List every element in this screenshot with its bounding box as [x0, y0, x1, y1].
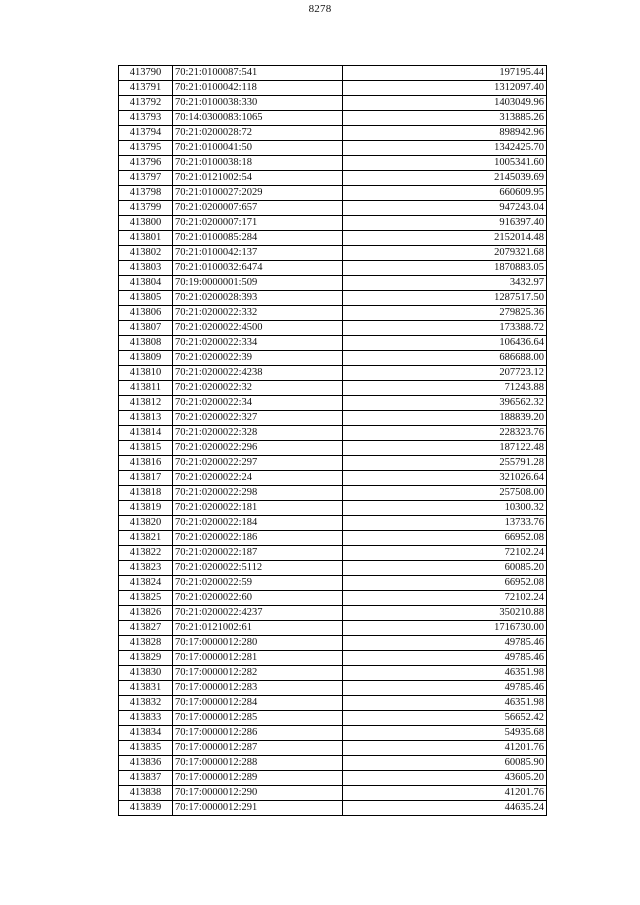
table-row — [119, 531, 547, 546]
cadastral-number-cell: 70:17:0000012:288 — [173, 756, 343, 771]
cadastral-value-cell: 60085.90 — [343, 756, 547, 771]
cadastral-value-cell: 1870883.05 — [343, 261, 547, 276]
table-row — [119, 306, 547, 321]
row-number-cell: 413811 — [119, 381, 173, 396]
cadastral-number-cell: 70:21:0100087:541 — [173, 66, 343, 81]
cadastral-value-cell: 10300.32 — [343, 501, 547, 516]
row-number-cell: 413808 — [119, 336, 173, 351]
cadastral-value-cell: 321026.64 — [343, 471, 547, 486]
table-row — [119, 201, 547, 216]
row-number-cell: 413794 — [119, 126, 173, 141]
table-row — [119, 111, 547, 126]
table-row — [119, 546, 547, 561]
cadastral-value-cell: 13733.76 — [343, 516, 547, 531]
row-number-cell: 413831 — [119, 681, 173, 696]
row-number-cell: 413815 — [119, 441, 173, 456]
cadastral-number-cell: 70:14:0300083:1065 — [173, 111, 343, 126]
table-row — [119, 591, 547, 606]
row-number-cell: 413799 — [119, 201, 173, 216]
table-row — [119, 621, 547, 636]
cadastral-value-cell: 207723.12 — [343, 366, 547, 381]
row-number-cell: 413816 — [119, 456, 173, 471]
cadastral-number-cell: 70:17:0000012:286 — [173, 726, 343, 741]
table-row — [119, 291, 547, 306]
cadastral-number-cell: 70:21:0200022:298 — [173, 486, 343, 501]
cadastral-value-cell: 49785.46 — [343, 681, 547, 696]
table-row — [119, 231, 547, 246]
row-number-cell: 413810 — [119, 366, 173, 381]
row-number-cell: 413806 — [119, 306, 173, 321]
cadastral-value-cell: 3432.97 — [343, 276, 547, 291]
row-number-cell: 413838 — [119, 786, 173, 801]
cadastral-number-cell: 70:21:0200022:4500 — [173, 321, 343, 336]
row-number-cell: 413807 — [119, 321, 173, 336]
cadastral-value-cell: 898942.96 — [343, 126, 547, 141]
cadastral-value-cell: 46351.98 — [343, 666, 547, 681]
cadastral-value-cell: 54935.68 — [343, 726, 547, 741]
row-number-cell: 413804 — [119, 276, 173, 291]
row-number-cell: 413801 — [119, 231, 173, 246]
cadastral-value-cell: 44635.24 — [343, 801, 547, 816]
row-number-cell: 413829 — [119, 651, 173, 666]
cadastral-number-cell: 70:21:0200007:657 — [173, 201, 343, 216]
table-row — [119, 561, 547, 576]
table-row — [119, 426, 547, 441]
table-row — [119, 321, 547, 336]
cadastral-number-cell: 70:21:0100042:118 — [173, 81, 343, 96]
cadastral-number-cell: 70:21:0121002:54 — [173, 171, 343, 186]
cadastral-number-cell: 70:21:0200022:60 — [173, 591, 343, 606]
table-row — [119, 186, 547, 201]
cadastral-value-cell: 43605.20 — [343, 771, 547, 786]
cadastral-value-cell: 279825.36 — [343, 306, 547, 321]
cadastral-number-cell: 70:17:0000012:289 — [173, 771, 343, 786]
table-row — [119, 651, 547, 666]
cadastral-number-cell: 70:21:0200028:72 — [173, 126, 343, 141]
cadastral-value-cell: 660609.95 — [343, 186, 547, 201]
cadastral-number-cell: 70:21:0200022:184 — [173, 516, 343, 531]
cadastral-value-cell: 1342425.70 — [343, 141, 547, 156]
table-row — [119, 726, 547, 741]
cadastral-number-cell: 70:17:0000012:290 — [173, 786, 343, 801]
cadastral-number-cell: 70:17:0000012:291 — [173, 801, 343, 816]
cadastral-value-cell: 188839.20 — [343, 411, 547, 426]
row-number-cell: 413803 — [119, 261, 173, 276]
cadastral-value-cell: 71243.88 — [343, 381, 547, 396]
row-number-cell: 413790 — [119, 66, 173, 81]
cadastral-number-cell: 70:21:0200022:187 — [173, 546, 343, 561]
cadastral-number-cell: 70:17:0000012:280 — [173, 636, 343, 651]
cadastral-value-cell: 56652.42 — [343, 711, 547, 726]
cadastral-number-cell: 70:21:0200022:332 — [173, 306, 343, 321]
cadastral-value-cell: 72102.24 — [343, 546, 547, 561]
cadastral-number-cell: 70:17:0000012:283 — [173, 681, 343, 696]
cadastral-number-cell: 70:21:0121002:61 — [173, 621, 343, 636]
table-row — [119, 96, 547, 111]
cadastral-number-cell: 70:17:0000012:284 — [173, 696, 343, 711]
cadastral-number-cell: 70:21:0200022:24 — [173, 471, 343, 486]
table-row — [119, 336, 547, 351]
row-number-cell: 413819 — [119, 501, 173, 516]
cadastral-value-cell: 72102.24 — [343, 591, 547, 606]
table-row — [119, 786, 547, 801]
table-row — [119, 756, 547, 771]
cadastral-value-cell: 686688.00 — [343, 351, 547, 366]
cadastral-number-cell: 70:21:0200022:297 — [173, 456, 343, 471]
row-number-cell: 413832 — [119, 696, 173, 711]
row-number-cell: 413827 — [119, 621, 173, 636]
cadastral-value-cell: 947243.04 — [343, 201, 547, 216]
cadastral-value-cell: 41201.76 — [343, 741, 547, 756]
table-row — [119, 636, 547, 651]
table-row — [119, 141, 547, 156]
cadastral-value-cell: 197195.44 — [343, 66, 547, 81]
cadastral-number-cell: 70:21:0200022:328 — [173, 426, 343, 441]
row-number-cell: 413793 — [119, 111, 173, 126]
cadastral-number-cell: 70:21:0100085:284 — [173, 231, 343, 246]
cadastral-number-cell: 70:21:0200022:5112 — [173, 561, 343, 576]
cadastral-number-cell: 70:21:0200022:34 — [173, 396, 343, 411]
cadastral-value-cell: 1312097.40 — [343, 81, 547, 96]
cadastral-value-cell: 1403049.96 — [343, 96, 547, 111]
row-number-cell: 413839 — [119, 801, 173, 816]
table-row — [119, 171, 547, 186]
row-number-cell: 413820 — [119, 516, 173, 531]
row-number-cell: 413818 — [119, 486, 173, 501]
table-row — [119, 246, 547, 261]
table-row — [119, 486, 547, 501]
row-number-cell: 413813 — [119, 411, 173, 426]
cadastral-value-cell: 46351.98 — [343, 696, 547, 711]
cadastral-number-cell: 70:21:0200022:4237 — [173, 606, 343, 621]
cadastral-value-cell: 916397.40 — [343, 216, 547, 231]
cadastral-value-cell: 1716730.00 — [343, 621, 547, 636]
table-row — [119, 741, 547, 756]
cadastral-number-cell: 70:17:0000012:285 — [173, 711, 343, 726]
cadastral-number-cell: 70:21:0100027:2029 — [173, 186, 343, 201]
table-row — [119, 366, 547, 381]
row-number-cell: 413833 — [119, 711, 173, 726]
registry-table — [118, 65, 547, 816]
table-row — [119, 501, 547, 516]
row-number-cell: 413828 — [119, 636, 173, 651]
cadastral-number-cell: 70:21:0100032:6474 — [173, 261, 343, 276]
cadastral-value-cell: 173388.72 — [343, 321, 547, 336]
row-number-cell: 413817 — [119, 471, 173, 486]
cadastral-number-cell: 70:17:0000012:282 — [173, 666, 343, 681]
row-number-cell: 413800 — [119, 216, 173, 231]
cadastral-value-cell: 60085.20 — [343, 561, 547, 576]
cadastral-value-cell: 49785.46 — [343, 651, 547, 666]
cadastral-value-cell: 66952.08 — [343, 576, 547, 591]
cadastral-number-cell: 70:21:0200028:393 — [173, 291, 343, 306]
cadastral-value-cell: 228323.76 — [343, 426, 547, 441]
cadastral-value-cell: 2152014.48 — [343, 231, 547, 246]
cadastral-number-cell: 70:21:0200022:39 — [173, 351, 343, 366]
table-row — [119, 681, 547, 696]
cadastral-number-cell: 70:17:0000012:281 — [173, 651, 343, 666]
row-number-cell: 413822 — [119, 546, 173, 561]
row-number-cell: 413837 — [119, 771, 173, 786]
table-row — [119, 276, 547, 291]
row-number-cell: 413826 — [119, 606, 173, 621]
row-number-cell: 413798 — [119, 186, 173, 201]
row-number-cell: 413805 — [119, 291, 173, 306]
cadastral-number-cell: 70:19:0000001:509 — [173, 276, 343, 291]
cadastral-value-cell: 255791.28 — [343, 456, 547, 471]
cadastral-number-cell: 70:21:0200022:4238 — [173, 366, 343, 381]
table-row — [119, 216, 547, 231]
cadastral-value-cell: 41201.76 — [343, 786, 547, 801]
cadastral-number-cell: 70:21:0200022:32 — [173, 381, 343, 396]
row-number-cell: 413812 — [119, 396, 173, 411]
row-number-cell: 413797 — [119, 171, 173, 186]
cadastral-number-cell: 70:21:0200022:186 — [173, 531, 343, 546]
row-number-cell: 413834 — [119, 726, 173, 741]
cadastral-number-cell: 70:21:0100038:18 — [173, 156, 343, 171]
cadastral-value-cell: 106436.64 — [343, 336, 547, 351]
table-row — [119, 516, 547, 531]
cadastral-value-cell: 49785.46 — [343, 636, 547, 651]
cadastral-value-cell: 396562.32 — [343, 396, 547, 411]
table-row — [119, 711, 547, 726]
row-number-cell: 413802 — [119, 246, 173, 261]
table-body — [119, 66, 547, 816]
table-row — [119, 156, 547, 171]
cadastral-value-cell: 257508.00 — [343, 486, 547, 501]
cadastral-value-cell: 350210.88 — [343, 606, 547, 621]
row-number-cell: 413824 — [119, 576, 173, 591]
table-row — [119, 696, 547, 711]
row-number-cell: 413830 — [119, 666, 173, 681]
table-row — [119, 666, 547, 681]
table-row — [119, 606, 547, 621]
row-number-cell: 413836 — [119, 756, 173, 771]
cadastral-number-cell: 70:21:0200022:334 — [173, 336, 343, 351]
table-row — [119, 66, 547, 81]
row-number-cell: 413792 — [119, 96, 173, 111]
cadastral-value-cell: 66952.08 — [343, 531, 547, 546]
table-row — [119, 261, 547, 276]
table-row — [119, 801, 547, 816]
row-number-cell: 413791 — [119, 81, 173, 96]
page-number: 8278 — [308, 3, 332, 15]
cadastral-number-cell: 70:21:0200022:59 — [173, 576, 343, 591]
cadastral-value-cell: 313885.26 — [343, 111, 547, 126]
cadastral-number-cell: 70:21:0200022:181 — [173, 501, 343, 516]
row-number-cell: 413796 — [119, 156, 173, 171]
table-row — [119, 471, 547, 486]
table-row — [119, 351, 547, 366]
cadastral-number-cell: 70:17:0000012:287 — [173, 741, 343, 756]
cadastral-number-cell: 70:21:0100041:50 — [173, 141, 343, 156]
row-number-cell: 413823 — [119, 561, 173, 576]
table-row — [119, 396, 547, 411]
row-number-cell: 413809 — [119, 351, 173, 366]
row-number-cell: 413835 — [119, 741, 173, 756]
table-row — [119, 81, 547, 96]
cadastral-number-cell: 70:21:0200022:327 — [173, 411, 343, 426]
cadastral-value-cell: 1287517.50 — [343, 291, 547, 306]
cadastral-value-cell: 187122.48 — [343, 441, 547, 456]
table-row — [119, 126, 547, 141]
table-row — [119, 771, 547, 786]
table-row — [119, 576, 547, 591]
row-number-cell: 413814 — [119, 426, 173, 441]
cadastral-number-cell: 70:21:0100042:137 — [173, 246, 343, 261]
cadastral-value-cell: 2079321.68 — [343, 246, 547, 261]
row-number-cell: 413821 — [119, 531, 173, 546]
cadastral-number-cell: 70:21:0200022:296 — [173, 441, 343, 456]
cadastral-value-cell: 1005341.60 — [343, 156, 547, 171]
table-row — [119, 411, 547, 426]
row-number-cell: 413795 — [119, 141, 173, 156]
table-row — [119, 441, 547, 456]
row-number-cell: 413825 — [119, 591, 173, 606]
table-row — [119, 381, 547, 396]
cadastral-number-cell: 70:21:0100038:330 — [173, 96, 343, 111]
cadastral-value-cell: 2145039.69 — [343, 171, 547, 186]
cadastral-number-cell: 70:21:0200007:171 — [173, 216, 343, 231]
table-row — [119, 456, 547, 471]
